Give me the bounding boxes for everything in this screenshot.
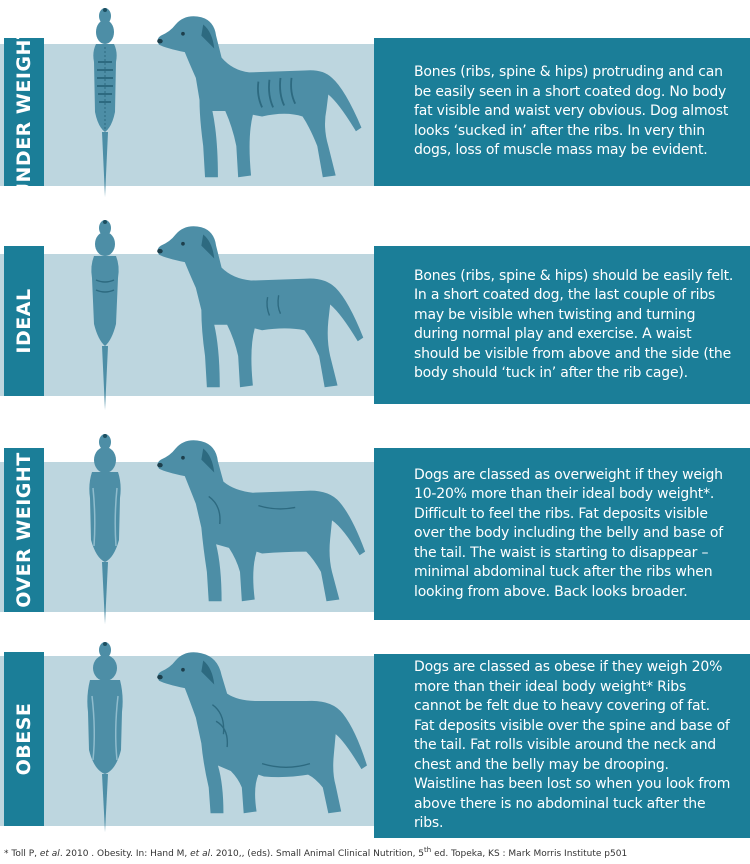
condition-description: Dogs are classed as overweight if they weigh 10-20% more than their ideal body weight*. Difficult to feel the ribs. Fat deposits visible over the body including the belly and base of the tail. The waist is starting to disappear – minimal abdominal tuck after the ribs when looking from above. Back looks broader.: [414, 466, 723, 600]
condition-label-bar: [4, 448, 44, 612]
dog-top-view-illustration: [82, 2, 128, 202]
condition-description: Dogs are classed as obese if they weigh 20% more than their ideal body weight* Ribs cannot be felt due to heavy covering of fat. Fat deposits visible over the spine and base of the tail. Fat rolls visible around the neck and chest and the belly may be drooping. Waistline has been lost so when you look from above there is no abdominal tuck after the ribs.: [414, 659, 731, 832]
footnote-part: . 2010,, (eds). Small Animal Clinical Nutrition, 5: [210, 849, 425, 859]
condition-label-bar: [4, 25, 44, 199]
row-obese: [0, 632, 750, 844]
dog-top-view-illustration: [82, 214, 128, 414]
condition-description-box: [374, 654, 750, 838]
condition-label-bar: [4, 652, 44, 826]
row-underweight: [0, 0, 750, 210]
condition-label-bar: [4, 246, 44, 396]
condition-label: IDEAL: [13, 288, 35, 354]
footnote-citation: [4, 846, 627, 859]
footnote-superscript: th: [424, 846, 432, 854]
footnote-part: * Toll P,: [4, 849, 40, 859]
condition-label: OVER WEIGHT: [13, 452, 35, 608]
footnote-part: . 2010 . Obesity. In: Hand M,: [59, 849, 191, 859]
condition-description-box: [374, 38, 750, 186]
dog-side-view-illustration: [148, 0, 378, 200]
dog-side-view-illustration: [148, 210, 378, 410]
condition-description: Bones (ribs, spine & hips) protruding and can be easily seen in a short coated dog. No body fat visible and waist very obvious. Dog almost looks ‘sucked in’ after the ribs. In very thin dogs, loss of muscle mass may be evident.: [414, 64, 729, 159]
condition-description-box: [374, 246, 750, 404]
dog-side-view-illustration: [148, 636, 378, 836]
condition-label: UNDER WEIGHT: [13, 25, 35, 199]
footnote-part: ed. Topeka, KS : Mark Morris Institute p501: [431, 849, 628, 859]
dog-top-view-illustration: [82, 636, 128, 836]
condition-description-box: [374, 448, 750, 620]
footnote-etal: et al: [39, 849, 60, 859]
row-ideal: [0, 210, 750, 420]
footnote-etal: et al: [190, 849, 211, 859]
condition-label: OBESE: [13, 702, 35, 776]
condition-description: Bones (ribs, spine & hips) should be easily felt. In a short coated dog, the last couple of ribs may be visible when twisting and turning during normal play and exercise. A waist should be visible from above and the side (the body should ‘tuck in’ after the rib cage).: [414, 267, 734, 381]
dog-top-view-illustration: [82, 428, 128, 628]
dog-side-view-illustration: [148, 424, 378, 624]
row-overweight: [0, 420, 750, 632]
